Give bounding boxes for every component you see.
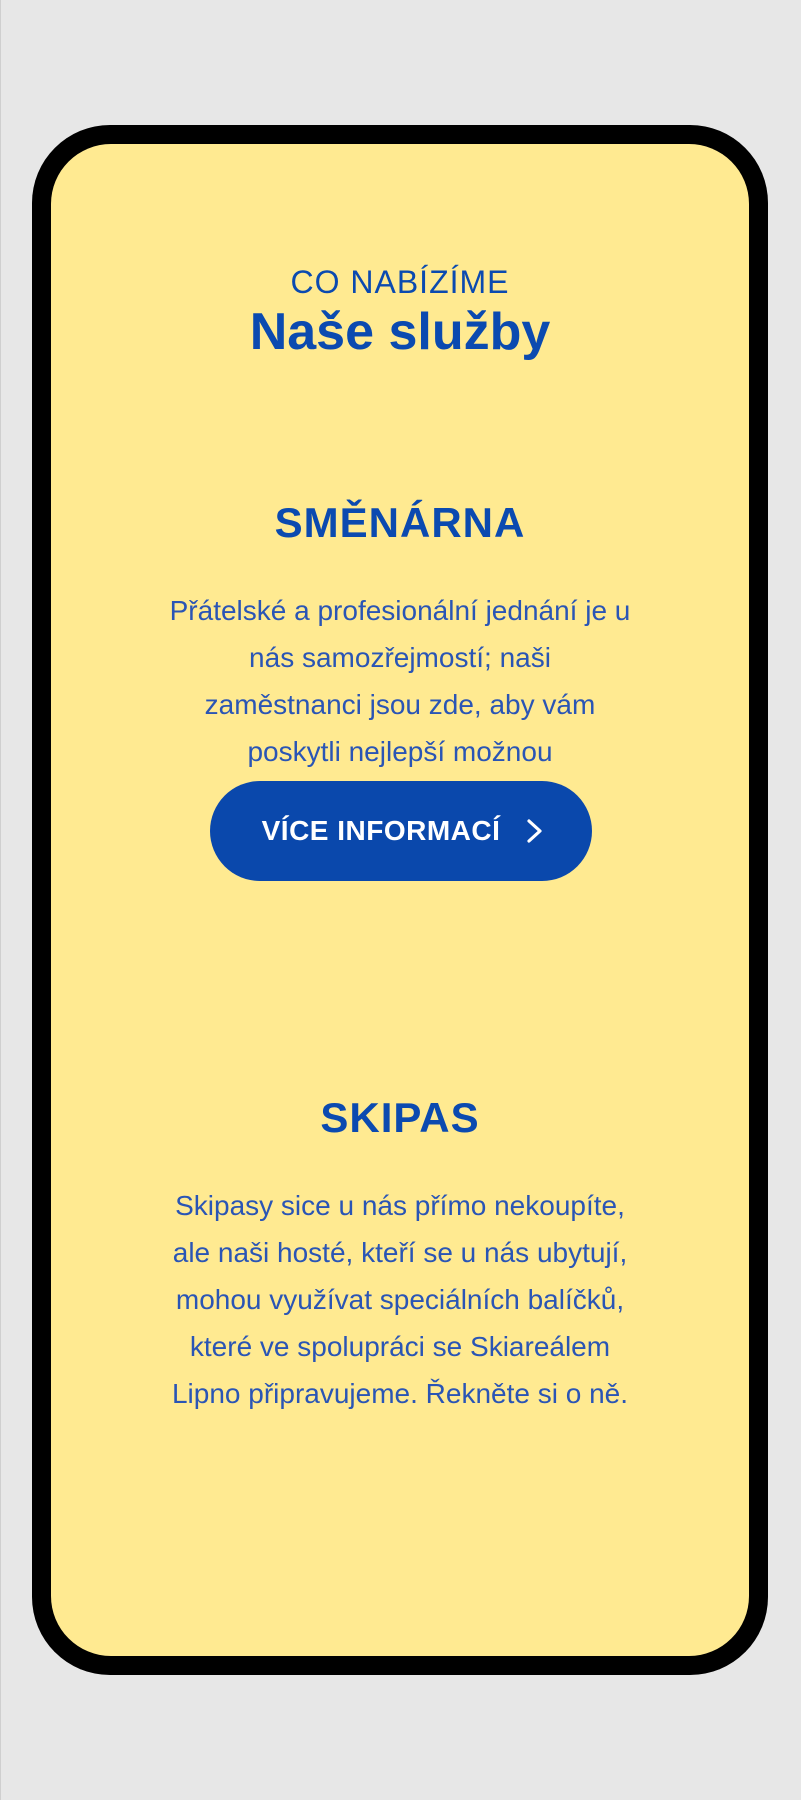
more-info-button-label: VÍCE INFORMACÍ [261,815,501,846]
section-eyebrow: CO NABÍZÍME [290,264,510,300]
chevron-right-icon [526,818,544,844]
service-heading-exchange: SMĚNÁRNA [274,499,526,546]
services-section [51,144,749,1656]
more-info-button[interactable] [210,781,592,881]
service-text-skipass: Skipasy sice u nás přímo nekoupíte, ale naši hosté, kteří se u nás ubytují, mohou využívat speciálních balíčků, které ve spolupráci se Skiareálem Lipno připravujeme. Řekněte si o ně. [171,1190,629,1409]
viewport-edge [0,0,1,1800]
phone-frame [32,125,768,1675]
page-title: Naše služby [249,303,551,361]
service-text-exchange: Přátelské a profesionální jednání je u nás samozřejmostí; naši zaměstnanci jsou zde, aby vám poskytli nejlepší možnou [169,595,631,767]
service-heading-skipass: SKIPAS [320,1094,480,1141]
